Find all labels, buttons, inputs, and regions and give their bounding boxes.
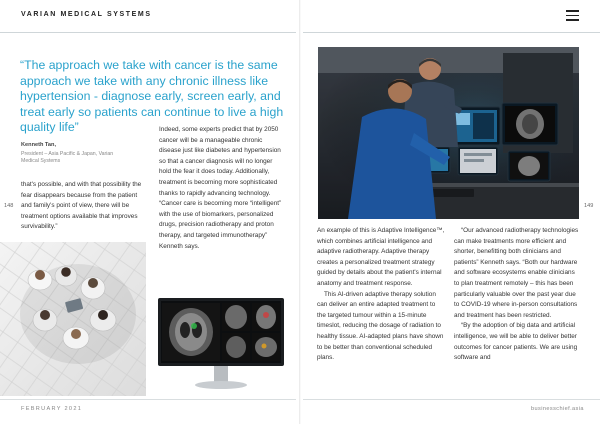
footer-site: businesschief.asia	[531, 406, 584, 412]
publication-title: VARIAN MEDICAL SYSTEMS	[21, 11, 152, 18]
control-room-photo	[318, 47, 579, 219]
attribution-role: President – Asia Pacific & Japan, Varian Medical Systems	[21, 151, 114, 165]
header-divider-left	[0, 32, 296, 33]
scan-monitor-image	[154, 296, 288, 392]
body-paragraph: that's possible, and with that possibility the fear disappears because from the patient and family's point of view, there will be treatment options available that improves survivability.”	[21, 181, 142, 231]
header-divider-right	[303, 32, 600, 33]
body-paragraph: “By the adoption of big data and artificial intelligence, we will be able to deliver better outcomes for cancer patients. We are using software and	[454, 322, 578, 362]
body-column-4	[454, 226, 580, 364]
body-paragraph: An example of this is Adaptive Intelligence™, which combines artificial intelligence and adaptive radiotherapy. Adaptive therapy creates a personalized treatment strategy guided by details about the patient's internal anatomy and treatment response.	[317, 227, 445, 287]
footer-divider-left	[0, 399, 296, 400]
body-paragraph: This AI-driven adaptive therapy solution can deliver an entire adapted treatment to the targeted tumour within a 15-minute timeslot, reducing the dosage of radiation to healthy tissue. AI-adapted plans have shown to be better than conventional scheduled plans.	[317, 290, 444, 362]
body-paragraph: “Our advanced radiotherapy technologies can make treatments more efficient and shorter, benefitting both clinicians and patients” Kenneth says. “Both our hardware and software ecosystems enable clinicians to plan treatment remotely – this has been particularly valuable over the past year due to COVID-19 where in-person consultations and treatment has been restricted.	[454, 227, 579, 319]
body-column-3	[317, 226, 445, 364]
page-gutter	[299, 0, 301, 424]
footer-divider-right	[303, 399, 600, 400]
doctors-group-photo	[0, 242, 146, 396]
attribution-name: Kenneth Tan,	[21, 142, 57, 148]
body-paragraph: Indeed, some experts predict that by 2050 cancer will be a manageable chronic disease just like diabetes and hypertension so that a cancer diagnosis will no longer hold the fear it does today. Additionally, treatment is becoming more sophisticated thanks to rapidly advancing technology. “Cancer care is becoming more “intelligent” with the use of biomarkers, personalized drugs, precision radiotherapy and proton therapy, and targeted immunotherapy” Kenneth says.	[159, 126, 282, 250]
page-number-right: 149	[584, 203, 594, 209]
page-number-left: 148	[4, 203, 14, 209]
pull-quote: “The approach we take with cancer is the same approach we take with any chronic illness like hypertension - diagnose early, screen early, and treat early so patients can continue to live a high quality life”	[20, 58, 284, 135]
body-column-2	[159, 125, 284, 252]
hamburger-menu-icon[interactable]	[566, 10, 579, 21]
body-column-1	[21, 180, 146, 233]
footer-date: FEBRUARY 2021	[21, 406, 83, 412]
